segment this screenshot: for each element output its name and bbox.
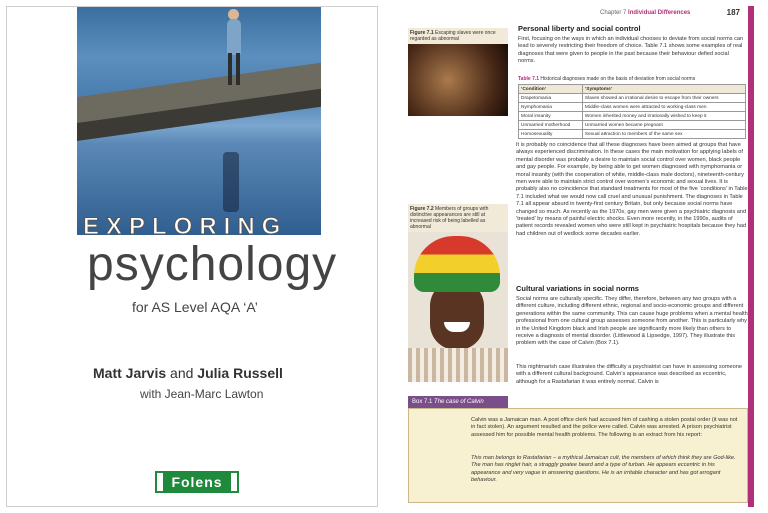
- cover-photo: [77, 7, 321, 235]
- water-reflection: [223, 152, 239, 212]
- header-chapter: Chapter 7: [600, 10, 627, 16]
- author-1: Matt Jarvis: [93, 365, 167, 381]
- shirt: [408, 348, 508, 382]
- cover-with-author: with Jean-Marc Lawton: [140, 387, 264, 401]
- table-cell: Slaves showed an irrational desire to escape from their owners: [582, 94, 745, 103]
- book-cover: [6, 6, 378, 507]
- cover-subtitle: for AS Level AQA ‘A’: [132, 299, 258, 315]
- table-cell: Women inherited money and irrationally wished to keep it: [582, 112, 745, 121]
- table-row: [519, 121, 746, 130]
- figure-7-1-caption: [408, 28, 508, 44]
- table-cell: Sexual attraction to members of the same sex: [582, 130, 745, 139]
- section-body-cultural: Social norms are culturally specific. They differ, therefore, between any two groups with a different culture, including different ethnic, regional and socio-economic groups and different generations within the same community. This can cause huge problems when a mental health professional from one cultural group assesses someone from another. This is particularly why in the United Kingdom black and Irish people are significantly more likely than others to receive a diagnosis of mental disorder. (Littlewood & Lipsedge, 1997). They illustrate this problem with the case of Calvin (Box 7.1).: [516, 296, 748, 347]
- child-legs: [228, 53, 240, 85]
- table-header-row: [519, 85, 746, 94]
- figure-7-2-text: Members of groups with distinctive appearances are still at increased risk of being labelled as abnormal: [410, 206, 489, 230]
- table-header-cell: ‘Condition’: [519, 85, 583, 94]
- table-row: [519, 103, 746, 112]
- box-number: Box 7.1: [412, 399, 433, 405]
- rasta-hat: [414, 236, 500, 292]
- section-body-liberty: First, focusing on the ways in which an individual chooses to deviate from social norms can lead to severely restricting their freedom of choice. Table 7.1 shows some examples of real diagnoses that were given to people in the past because their behaviour defied social norms.: [518, 36, 744, 65]
- box-text: Calvin was a Jamaican man. A post office clerk had accused him of cashing a stolen postal order (it was not in fact stolen). An argument resulted and the police were called. Calvin was arrested. A prison psychiatrist assessed him for possible mental health problems. The following is an extract from his report:: [471, 417, 738, 438]
- box-7-1: [408, 408, 748, 503]
- cover-authors: [93, 365, 283, 381]
- table-cell: Drapetomania: [519, 94, 583, 103]
- box-7-1-label: [408, 396, 508, 408]
- figure-7-1: [408, 28, 508, 128]
- section-title-cultural: Cultural variations in social norms: [516, 284, 639, 293]
- table-cell: Homosexuality: [519, 130, 583, 139]
- page-number: 187: [726, 8, 740, 17]
- header-section: Individual Differences: [628, 10, 691, 16]
- figure-7-2-caption: [408, 204, 508, 232]
- table-caption: [518, 76, 695, 82]
- running-header: [600, 10, 690, 16]
- cover-title-top: EXPLORING: [83, 213, 288, 240]
- author-2: Julia Russell: [197, 365, 283, 381]
- table-caption-text: Historical diagnoses made on the basis of deviation from social norms: [540, 76, 696, 82]
- figure-7-2-label: Figure 7.2: [410, 206, 434, 212]
- table-cell: Nymphomania: [519, 103, 583, 112]
- box-quote: This man belongs to Rastafarian – a mythical Jamaican cult, the members of which think they are God-like. The man has ringlet hair, a straggly goatee beard and a type of turban. He appears eccentric in his appearance and very vague in answering questions. He is an irritable character and has got arrogant behaviour.: [471, 455, 736, 484]
- table-cell: Unmarried motherhood: [519, 121, 583, 130]
- table-row: [519, 112, 746, 121]
- publisher-logo: [155, 471, 239, 493]
- publisher-name: Folens: [163, 473, 230, 491]
- figure-7-2-image: [408, 232, 508, 382]
- table-cell: Unmarried women became pregnant: [582, 121, 745, 130]
- figure-7-1-image: [408, 44, 508, 116]
- textbook-page: [400, 6, 754, 507]
- table-row: [519, 94, 746, 103]
- cover-title-main: psychology: [87, 238, 338, 291]
- figure-7-2: [408, 204, 508, 394]
- diagnoses-table: [518, 84, 746, 139]
- section-title-liberty: Personal liberty and social control: [518, 24, 641, 33]
- figure-7-1-label: Figure 7.1: [410, 30, 434, 36]
- author-and: and: [170, 365, 194, 381]
- child-figure: [227, 19, 241, 55]
- table-header-cell: ‘Symptoms’: [582, 85, 745, 94]
- figure-7-1-text: Escaping slaves were once regarded as abnormal: [410, 30, 496, 42]
- table-cell: Moral insanity: [519, 112, 583, 121]
- section-body-cultural-2: This nightmarish case illustrates the difficulty a psychiatrist can have in assessing someone with a different cultural background. Calvin’s appearance was described as eccentric, although for a Rastafarian it was entirely normal. Calvin is: [516, 364, 742, 385]
- table-cell: Middle-class women were attracted to working-class men: [582, 103, 745, 112]
- table-label: Table 7.1: [518, 76, 540, 82]
- box-title: The case of Calvin: [434, 399, 484, 405]
- table-row: [519, 130, 746, 139]
- body-paragraph-discrimination: It is probably no coincidence that all these diagnoses have been aimed at groups that have always experienced discrimination. In these cases the main motivation for applying labels of mental disorder was probably a desire to maintain social control over women, black people and gay people. For example, by being able to get women diagnosed with nymphomania or moral insanity (with the cooperation of white, middle-class male doctors), nineteenth-century men were able to maintain strict control over women’s economic and sexual lives. It is probably also no coincidence that standard treatments for most of the five ‘conditions’ in Table 7.1 included what we would now call cruel and unusual punishment. The diagnoses in Table 7.1 all appear absurd in twenty-first century Britain, but only because social norms have changed so much. As recently as the 1970s, gay men were given a psychiatric diagnosis and ‘treated’ by means of painful electric shocks. Even more recently, in the 1990s, audits of patient records revealed women who were still kept in psychiatric hospitals because they had had children out of wedlock some decades earlier.: [516, 142, 748, 237]
